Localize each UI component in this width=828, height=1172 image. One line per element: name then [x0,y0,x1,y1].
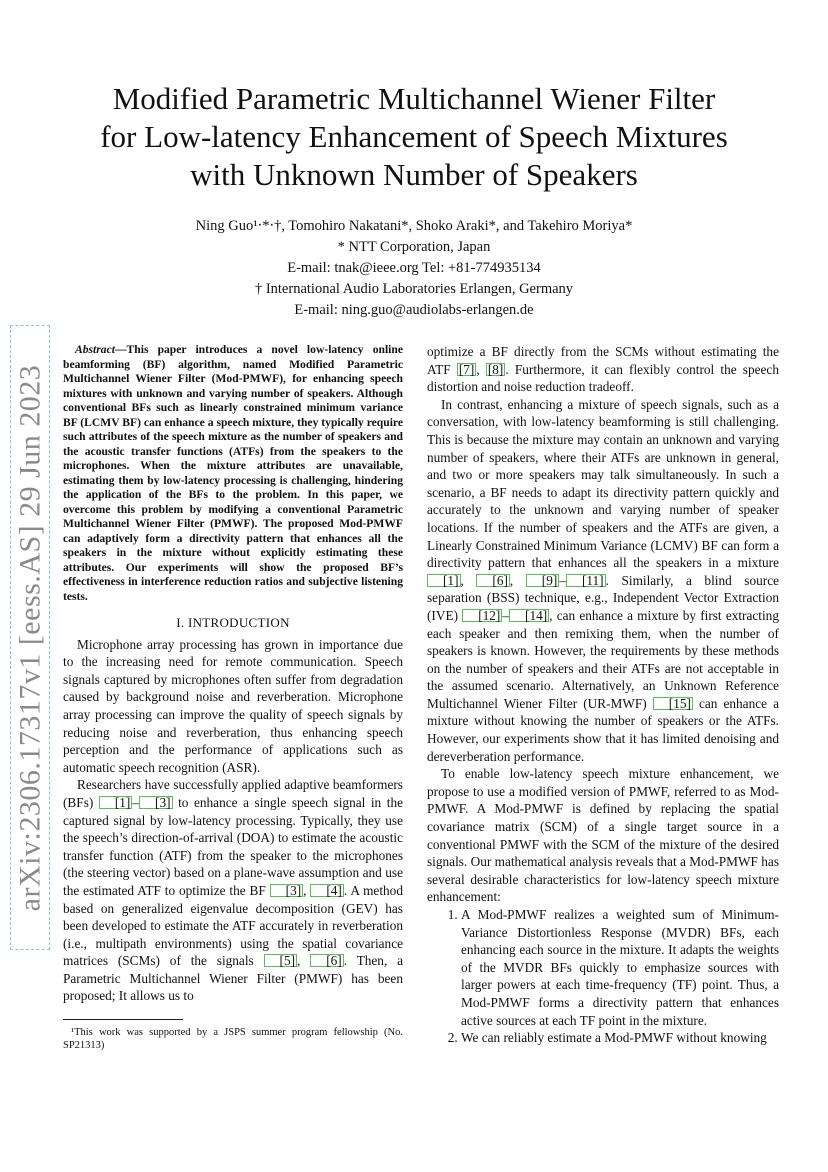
abstract [63,343,403,604]
citation-link[interactable]: [7] [458,361,475,377]
citation-link[interactable]: [1] [427,574,461,587]
paragraph: Microphone array processing has grown in importance due to the increasing need for remote communication. Speech signals captured by microphones often suffer from degradation caused by background noise and reverberation. Microphone array processing can improve the quality of speech signals by reducing noise and reverberation, thus enhancing speech perception and the performance of applications such as automatic speech recognition (ASR). [63,636,403,775]
arxiv-sidebar-stamp[interactable] [10,325,50,950]
paper-title [60,80,768,194]
author-names: Ning Guo¹‧*‧†, Tomohiro Nakatani*, Shoko Araki*, and Takehiro Moriya* [195,218,633,234]
citation-link[interactable]: [15] [653,697,693,710]
citation-link[interactable]: [6] [476,574,510,587]
citation-link[interactable]: [9] [526,574,560,587]
affiliation: † International Audio Laboratories Erlangen, Germany [254,281,574,297]
list-item: 1. A Mod-PMWF realizes a weighted sum of Minimum-Variance Distortionless Response (MVDR) BFs, each enhancing each source in the mixture. It adapts the weights of the MVDR BFs quickly to emphasize sources with larger powers at each time-frequency (TF) point. Thus, a Mod-PMWF forms a directivity pattern that enhances active sources at each TF point in the mixture. [461,906,779,1029]
title-line: for Low-latency Enhancement of Speech Mixtures [100,119,728,154]
list-item: 2. We can reliably estimate a Mod-PMWF without knowing [461,1029,779,1047]
section-heading: I. INTRODUCTION [176,615,290,630]
paragraph: In contrast, enhancing a mixture of speech signals, such as a conversation, with low-latency beamforming is still challenging. This is because the mixture may contain an unknown and varying number of speakers, where their ATFs are unknown in general, and two or more speakers may talk simultaneously. In such a scenario, a BF needs to adapt its directivity pattern quickly and accurately to the unknown and varying number of speaker locations. If the number of speakers and the ATFs are given, a Linearly Constrained Minimum Variance (LCMV) BF can form a directivity pattern that enhances all the speakers in a mixture [1] , [6] , [9] – [11] . Similarly, a blind source separation (BSS) technique, e.g., Independent Vector Extraction (IVE) [12] – [14] , can enhance a mixture by first extracting each speaker and then remixing them, when the number of speakers is known. However, the requirements by these methods on the number of speakers and their ATFs are not acceptable in the assumed scenario. Alternatively, an Unknown Reference Multichannel Wiener Filter (UR-MWF) [15] can enhance a mixture without knowing the number of speakers or the ATFs. However, our experiments show that it has limited denoising and dereverberation performance. [427,396,780,764]
abstract-text: —This paper introduces a novel low-latency online beamforming (BF) algorithm, named Modified Parametric Multichannel Wiener Filter (Mod-PMWF), for enhancing speech mixtures with unknown and varying number of speakers. Although conventional BFs such as linearly constrained minimum variance BF (LCMV BF) can enhance a speech mixture, they typically require such attributes of the speech mixture as the number of speakers and the acoustic transfer functions (ATFs) from the speakers to the microphones. When the mixture attributes are unavailable, estimating them by low-latency processing is challenging, hindering the application of the BFs to the problem. In this paper, we overcome this problem by modifying a conventional Parametric Multichannel Wiener Filter (PMWF). The proposed Mod-PMWF can adaptively form a directivity pattern that enhances all the speakers in the mixture without explicitly estimating these attributes. Our experiments will show the proposed BF’s effectiveness in interference reduction ratios and subjective listening tests. [63,343,403,603]
citation-link[interactable]: [6] [310,954,344,967]
abstract-label: Abstract [75,343,115,356]
citation-link[interactable]: [5] [264,954,298,967]
citation-link[interactable]: [3] [270,884,304,897]
feature-list [427,906,779,1047]
author-block [100,216,728,321]
paragraph: optimize a BF directly from the SCMs without estimating the ATF [7] , [8] . Furthermore, it can flexibly control the speech distortion and noise reduction tradeoff. [427,344,779,395]
title-line: with Unknown Number of Speakers [190,157,638,192]
citation-link[interactable]: [3] [139,796,173,809]
citation-link[interactable]: [1] [99,796,133,809]
right-column [427,343,779,1047]
citation-link[interactable]: [8] [487,361,504,377]
citation-link[interactable]: [14] [509,609,549,622]
arxiv-id: arXiv:2306.17317v1 [eess.AS] 29 Jun 2023 [13,364,47,911]
title-line: Modified Parametric Multichannel Wiener Filter [112,81,716,116]
paragraph: To enable low-latency speech mixture enhancement, we propose to use a modified version of PMWF, referred to as Mod-PMWF. A Mod-PMWF is defined by replacing the spatial covariance matrix (SCM) of a single target source in a conventional PMWF with the SCM of the mixture of the desired signals. Our mathematical analysis reveals that a Mod-PMWF has several desirable characteristics for low-latency speech mixture enhancement: [427,766,779,905]
contact-line: E-mail: tnak@ieee.org Tel: +81-774935134 [287,260,541,276]
footnote-rule [63,1019,183,1020]
citation-link[interactable]: [11] [566,574,606,587]
left-column [63,343,403,1052]
citation-link[interactable]: [4] [310,884,344,897]
footnote: ¹This work was supported by a JSPS summer program fellowship (No. SP21313) [63,1027,403,1052]
contact-line: E-mail: ning.guo@audiolabs-erlangen.de [294,302,534,318]
paragraph: Researchers have successfully applied adaptive beamformers (BFs) [1] – [3] to enhance a single speech signal in the captured signal by low-latency processing. Typically, they use the speech’s direction-of-arrival (DOA) to estimate the acoustic transfer function (ATF) from the speaker to the microphones (the steering vector) based on a plane-wave assumption and use the estimated ATF to optimize the BF [3] , [4] . A method based on generalized eigenvalue decomposition (GEV) has been developed to estimate the ATF accurately in reverberation (i.e., multipath environments) using the spatial covariance matrices (SCMs) of the signals [5] , [6] . Then, a Parametric Multichannel Wiener Filter (PMWF) has been proposed; It allows us to [63,777,403,1004]
affiliation: * NTT Corporation, Japan [337,239,491,255]
citation-link[interactable]: [12] [462,609,502,622]
